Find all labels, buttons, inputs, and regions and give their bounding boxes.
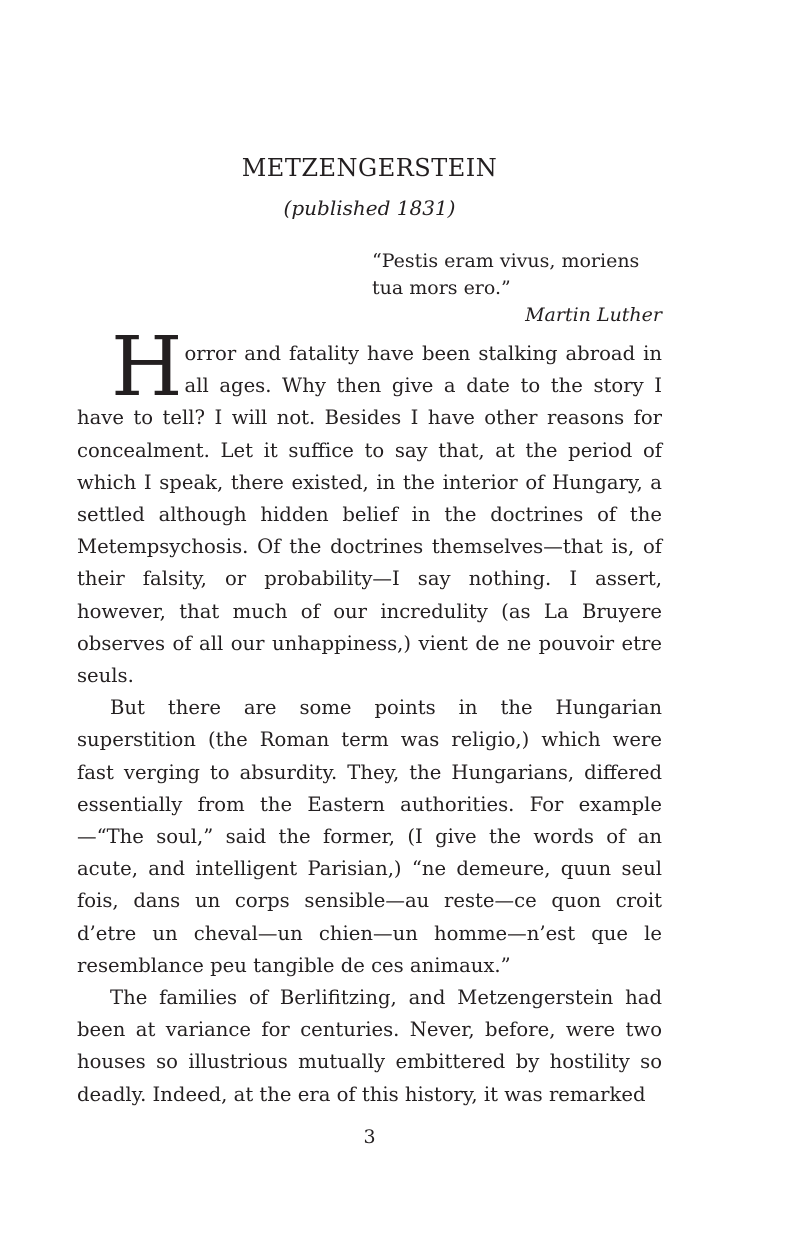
epigraph: [372, 248, 662, 329]
paragraph-2: But there are some points in the Hungarian superstition (the Roman term was religio,) which were fast verging to absurdity. They, the Hungarians, differed essentially from the Eastern authorities. For example—“The soul,” said the former, (I give the words of an acute, and intelligent Parisian,) “ne demeure, quun seul fois, dans un corps sensible—au reste—ce quon croit d’etre un cheval—un chien—un homme—n’est que le resemblance peu tangible de ces animaux.”: [77, 696, 662, 977]
body-text: [77, 320, 662, 1111]
page-number: 3: [363, 1126, 376, 1148]
paragraph-1: [77, 320, 662, 692]
paragraph-3: The families of Berlifitzing, and Metzengerstein had been at variance for centuries. Never, before, were two houses so illustrious mutually embittered by hostility so deadly. Indeed, at the era of this history, it was remarked: [77, 986, 662, 1106]
chapter-title: METZENGERSTEIN: [241, 154, 498, 182]
chapter-subtitle: (published 1831): [283, 196, 456, 220]
drop-cap: H: [111, 320, 183, 415]
paragraph-1-text: orror and fatality have been stalking abroad in all ages. Why then give a date to the story I have to tell? I will not. Besides I have other reasons for concealment. Let it suffice to say that, at the period of which I speak, there existed, in the interior of Hungary, a settled although hidden belief in the doctrines of the Metempsychosis. Of the doctrines themselves—that is, of their falsity, or probability—I say nothing. I assert, however, that much of our incredulity (as La Bruyere observes of all our unhappiness,) vient de ne pouvoir etre seuls.: [77, 342, 662, 688]
book-page: [77, 0, 662, 1241]
epigraph-quote: “Pestis eram vivus, moriens tua mors ero.”: [372, 250, 640, 299]
epigraph-author: Martin Luther: [525, 304, 662, 326]
